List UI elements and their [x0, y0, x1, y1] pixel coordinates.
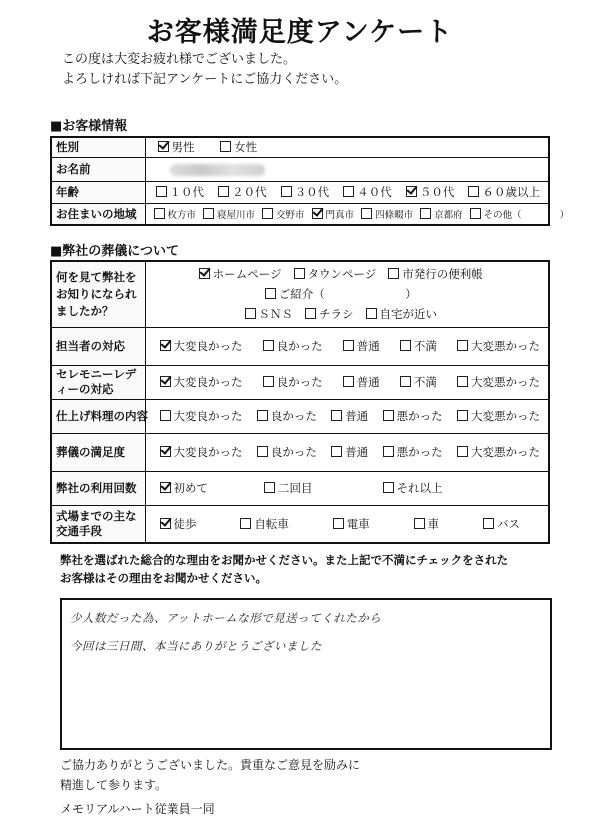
how-found-row-2 — [150, 284, 545, 304]
checkbox-icon[interactable] — [483, 518, 494, 529]
option-label: 自転車 — [254, 516, 289, 531]
option-label: 大変悪かった — [471, 409, 540, 423]
option-label: 京都府 — [434, 209, 463, 221]
option-label: 車 — [427, 516, 440, 531]
signature: メモリアルハート従業員一同 — [60, 802, 215, 816]
option-label: 大変良かった — [173, 409, 243, 423]
checkbox-icon[interactable] — [154, 208, 165, 219]
checkbox-icon[interactable] — [160, 410, 171, 421]
option-label: 電車 — [346, 516, 370, 531]
section-heading-funeral: ■弊社の葬儀について — [50, 244, 180, 259]
option-car[interactable] — [414, 516, 440, 532]
reason-prompt-line-1: 弊社を選ばれた総合的な理由をお聞かせください。また上記で不満にチェックをされた — [60, 553, 509, 567]
option-good[interactable] — [263, 338, 323, 354]
option-label: 男性 — [171, 140, 195, 155]
option-label: それ以上 — [396, 481, 443, 495]
usage-label: 弊社の利用回数 — [51, 471, 145, 505]
option-label: 女性 — [234, 140, 258, 155]
checkbox-icon[interactable] — [343, 186, 354, 197]
gender-label: 性別 — [51, 137, 145, 157]
handwritten-line-1: 少人数だった為、アットホームな形で見送ってくれたから — [70, 611, 382, 625]
name-field[interactable] — [145, 157, 549, 181]
ceremony-row — [51, 365, 549, 399]
option-male[interactable] — [158, 139, 195, 155]
option-average[interactable] — [343, 338, 380, 354]
reason-prompt — [60, 551, 508, 587]
option-label: 二回目 — [278, 481, 313, 495]
checkbox-icon[interactable] — [457, 340, 468, 351]
option-very-good[interactable] — [160, 444, 243, 460]
option-label: 不満 — [413, 375, 437, 389]
checkbox-icon[interactable] — [199, 268, 210, 279]
option-city-guide[interactable] — [388, 264, 483, 284]
option-label: 不満 — [413, 339, 437, 353]
option-average[interactable] — [343, 374, 380, 390]
option-label: 交野市 — [276, 209, 305, 221]
option-homepage[interactable] — [199, 264, 282, 284]
checkbox-icon[interactable] — [331, 446, 342, 457]
area-options — [145, 203, 570, 225]
checkbox-icon[interactable] — [470, 208, 481, 219]
thanks-line-2: 精進して参ります。 — [60, 778, 168, 792]
option-label: 悪かった — [396, 445, 443, 459]
checkbox-icon[interactable] — [333, 518, 344, 529]
option-label: ６０歳以上 — [482, 185, 540, 199]
option-female[interactable] — [220, 139, 257, 155]
option-age-10s[interactable] — [156, 184, 205, 200]
option-label: ＳＮＳ — [258, 307, 293, 322]
checkbox-icon[interactable] — [388, 268, 399, 279]
option-first-time[interactable] — [160, 480, 209, 496]
checkbox-icon[interactable] — [160, 446, 171, 457]
option-very-bad[interactable] — [457, 338, 540, 354]
option-area-kadoma[interactable] — [312, 207, 355, 221]
how-found-row — [51, 261, 549, 327]
reason-prompt-line-2: お客様はその理由をお聞かせください。 — [60, 571, 267, 585]
option-age-30s[interactable] — [281, 184, 330, 200]
checkbox-icon[interactable] — [263, 376, 274, 387]
page-title: お客様満足度アンケート — [146, 17, 454, 48]
option-label: 普通 — [345, 409, 369, 423]
checkbox-icon[interactable] — [400, 376, 411, 387]
option-average[interactable] — [331, 444, 368, 460]
option-area-shijonawate[interactable] — [361, 207, 413, 221]
intro-text — [62, 50, 347, 90]
option-label: 枚方市 — [167, 209, 197, 221]
option-average[interactable] — [331, 408, 368, 424]
option-label: 普通 — [356, 375, 380, 389]
thanks-line-1: ご協力ありがとうございました。貴重なご意見を励みに — [60, 758, 361, 772]
checkbox-icon[interactable] — [160, 518, 171, 529]
option-age-50s[interactable] — [406, 184, 455, 200]
customer-info-table — [50, 136, 570, 226]
option-very-good[interactable] — [160, 338, 243, 354]
checkbox-icon[interactable] — [383, 410, 394, 421]
option-label: 普通 — [345, 445, 369, 459]
option-label: 大変悪かった — [471, 339, 540, 353]
section-heading-customer: ■お客様情報 — [50, 119, 128, 134]
option-label: 寝屋川市 — [217, 209, 256, 221]
checkbox-icon[interactable] — [457, 410, 468, 421]
handwritten-line-2: 今回は三日間、本当にありがとうございました — [70, 639, 322, 653]
checkbox-icon[interactable] — [294, 268, 305, 279]
checkbox-icon[interactable] — [160, 340, 171, 351]
option-label: その他（ ） — [483, 209, 570, 221]
option-good[interactable] — [257, 408, 317, 424]
satisfaction-row — [51, 433, 549, 471]
option-label: １０代 — [169, 185, 204, 199]
option-label: 悪かった — [396, 409, 443, 423]
option-age-40s[interactable] — [343, 184, 392, 200]
checkbox-icon[interactable] — [468, 186, 479, 197]
checkbox-icon[interactable] — [305, 308, 316, 319]
option-label: 徒歩 — [173, 516, 197, 531]
age-row — [51, 181, 549, 203]
checkbox-icon[interactable] — [220, 141, 231, 152]
option-walk[interactable] — [160, 516, 197, 532]
checkbox-icon[interactable] — [406, 186, 417, 197]
checkbox-icon[interactable] — [420, 208, 431, 219]
option-near-home[interactable] — [366, 304, 438, 324]
option-unsatisfied[interactable] — [400, 374, 437, 390]
option-label: チラシ — [319, 307, 354, 322]
option-label: 大変良かった — [173, 375, 243, 389]
free-comment-box[interactable] — [60, 598, 552, 750]
ceremony-label: セレモニーレディーの対応 — [51, 365, 145, 399]
option-area-other[interactable] — [470, 207, 570, 221]
option-very-good[interactable] — [160, 408, 243, 424]
checkbox-icon[interactable] — [263, 340, 274, 351]
satisfaction-label: 葬儀の満足度 — [51, 433, 145, 471]
checkbox-icon[interactable] — [264, 482, 275, 493]
ceremony-options — [145, 365, 549, 399]
option-second-time[interactable] — [264, 480, 313, 496]
checkbox-icon[interactable] — [257, 446, 268, 457]
option-label: ２０代 — [232, 185, 267, 199]
option-area-neyagawa[interactable] — [203, 207, 255, 221]
option-unsatisfied[interactable] — [400, 338, 437, 354]
option-label: 大変悪かった — [471, 375, 540, 389]
checkbox-icon[interactable] — [361, 208, 372, 219]
option-label: ご紹介（ ） — [278, 287, 417, 302]
checkbox-icon[interactable] — [383, 446, 394, 457]
food-options — [145, 399, 549, 433]
option-bus[interactable] — [483, 516, 520, 532]
redacted-name — [170, 164, 265, 176]
how-found-row-1 — [150, 264, 545, 284]
usage-options — [145, 471, 549, 505]
how-found-row-3 — [150, 304, 545, 324]
option-label: 大変悪かった — [471, 445, 540, 459]
checkbox-icon[interactable] — [414, 518, 425, 529]
option-more[interactable] — [383, 480, 443, 496]
option-good[interactable] — [263, 374, 323, 390]
option-label: 良かった — [270, 445, 317, 459]
option-label: 市発行の便利帳 — [402, 267, 483, 282]
intro-line-2: よろしければ下記アンケートにご協力ください。 — [62, 72, 348, 87]
checkbox-icon[interactable] — [400, 340, 411, 351]
checkbox-icon[interactable] — [265, 288, 276, 299]
option-townpage[interactable] — [294, 264, 377, 284]
staff-label: 担当者の対応 — [51, 327, 145, 365]
option-label: ３０代 — [294, 185, 330, 199]
option-label: 良かった — [276, 375, 323, 389]
checkbox-icon[interactable] — [366, 308, 377, 319]
usage-row — [51, 471, 549, 505]
option-label: 大変良かった — [173, 445, 243, 459]
checkbox-icon[interactable] — [331, 410, 342, 421]
option-very-good[interactable] — [160, 374, 243, 390]
checkbox-icon[interactable] — [160, 376, 171, 387]
checkbox-icon[interactable] — [218, 186, 229, 197]
food-row — [51, 399, 549, 433]
option-label: 大変良かった — [173, 339, 243, 353]
funeral-survey-table — [50, 260, 550, 544]
age-options — [145, 181, 549, 203]
option-sns[interactable] — [245, 304, 294, 324]
name-label: お名前 — [51, 157, 145, 181]
option-label: 自宅が近い — [379, 307, 437, 322]
area-label: お住まいの地域 — [51, 203, 145, 225]
option-area-hirakata[interactable] — [154, 207, 197, 221]
option-label: 普通 — [356, 339, 380, 353]
checkbox-icon[interactable] — [343, 340, 354, 351]
checkbox-icon[interactable] — [257, 410, 268, 421]
option-label: タウンページ — [307, 267, 377, 282]
checkbox-icon[interactable] — [262, 208, 273, 219]
satisfaction-options — [145, 433, 549, 471]
name-row — [51, 157, 549, 181]
option-label: ４０代 — [357, 185, 392, 199]
area-row — [51, 203, 549, 225]
gender-options — [145, 137, 549, 157]
option-bicycle[interactable] — [240, 516, 289, 532]
checkbox-icon[interactable] — [457, 446, 468, 457]
checkbox-icon[interactable] — [281, 186, 292, 197]
transport-options — [145, 505, 549, 543]
staff-options — [145, 327, 549, 365]
option-label: 初めて — [173, 481, 208, 495]
checkbox-icon[interactable] — [156, 186, 167, 197]
option-good[interactable] — [257, 444, 317, 460]
gender-row — [51, 137, 549, 157]
how-found-options — [145, 261, 549, 327]
checkbox-icon[interactable] — [343, 376, 354, 387]
option-very-bad[interactable] — [457, 444, 540, 460]
option-label: 良かった — [276, 339, 323, 353]
option-age-20s[interactable] — [218, 184, 267, 200]
checkbox-icon[interactable] — [160, 482, 171, 493]
checkbox-icon[interactable] — [312, 208, 323, 219]
option-label: 門真市 — [325, 209, 355, 221]
option-very-bad[interactable] — [457, 374, 540, 390]
thanks-message — [60, 755, 360, 795]
option-bad[interactable] — [383, 444, 443, 460]
checkbox-icon[interactable] — [203, 208, 214, 219]
food-label: 仕上げ料理の内容 — [51, 399, 145, 433]
option-label: バス — [497, 516, 520, 531]
intro-line-1: この度は大変お疲れ様でございました。 — [62, 52, 297, 67]
option-very-bad[interactable] — [457, 408, 540, 424]
option-label: ５０代 — [419, 185, 455, 199]
checkbox-icon[interactable] — [158, 141, 169, 152]
checkbox-icon[interactable] — [240, 518, 251, 529]
option-area-kyoto[interactable] — [420, 207, 463, 221]
option-train[interactable] — [333, 516, 370, 532]
option-age-60plus[interactable] — [468, 184, 540, 200]
option-label: 四條畷市 — [375, 209, 414, 221]
option-label: 良かった — [270, 409, 317, 423]
option-referral[interactable] — [265, 284, 417, 304]
option-area-katano[interactable] — [262, 207, 305, 221]
checkbox-icon[interactable] — [383, 482, 394, 493]
transport-label: 式場までの主な交通手段 — [51, 505, 145, 543]
how-found-label: 何を見て弊社をお知りになられましたか？ — [51, 261, 145, 327]
option-label: ホームページ — [212, 267, 282, 282]
transport-row — [51, 505, 549, 543]
staff-row — [51, 327, 549, 365]
checkbox-icon[interactable] — [245, 308, 256, 319]
age-label: 年齢 — [51, 181, 145, 203]
option-bad[interactable] — [383, 408, 443, 424]
option-flyer[interactable] — [305, 304, 354, 324]
checkbox-icon[interactable] — [457, 376, 468, 387]
